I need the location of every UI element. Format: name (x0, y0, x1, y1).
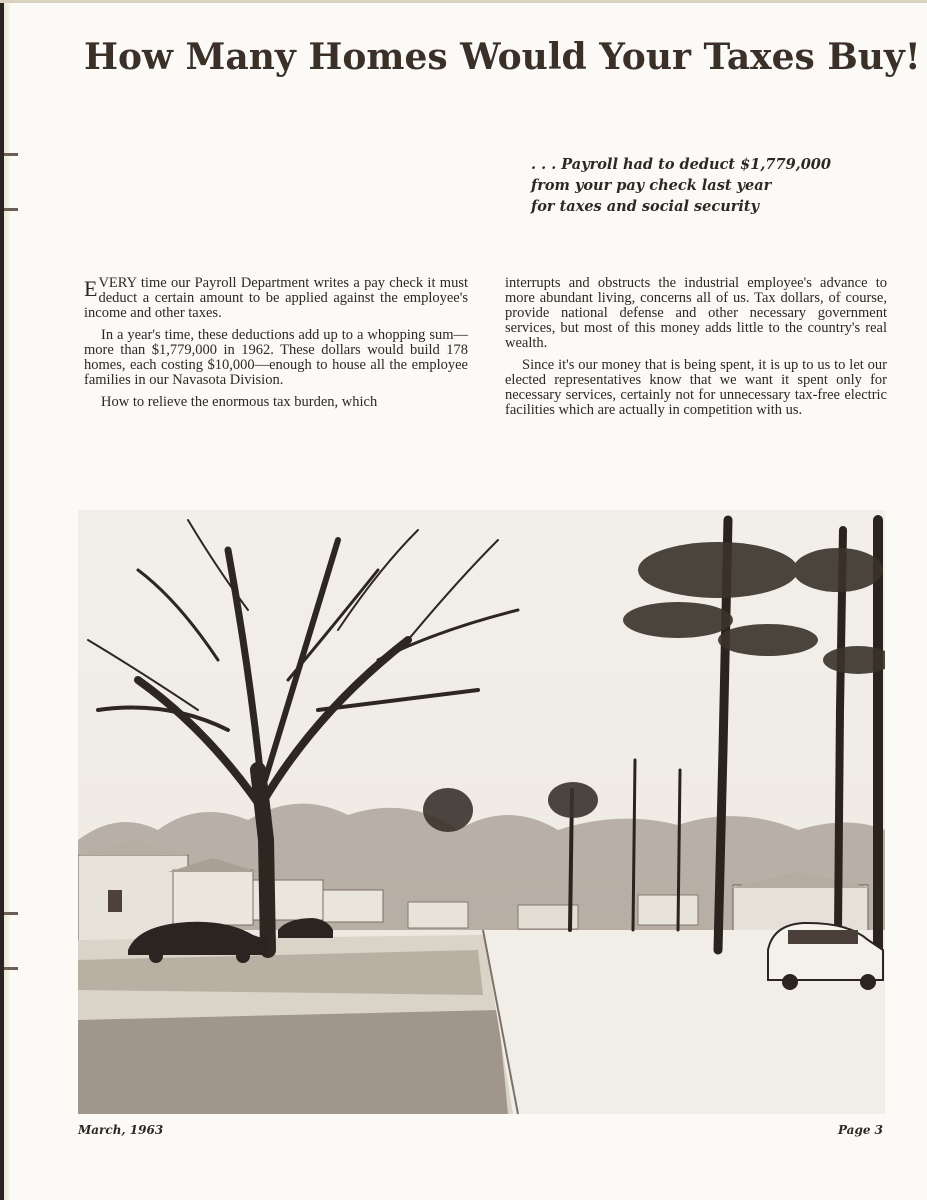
paragraph: Since it's our money that is being spent, it is up to us to let our elected representatives know that we want it spent only for necessary services, certainly not for unnecessary tax-free electric facilities which are actually in competition with us. (505, 357, 887, 418)
top-edge (0, 0, 927, 3)
drop-cap: E (84, 276, 98, 301)
subhead-line: for taxes and social security (531, 198, 760, 215)
staple-mark (4, 912, 18, 915)
staple-mark (4, 967, 18, 970)
paragraph-text: VERY time our Payroll Department writes a pay check it must deduct a certain amount to be applied against the employee's income and other taxes. (84, 275, 468, 321)
subhead-line: . . . Payroll had to deduct $1,779,000 (531, 156, 831, 173)
paragraph: In a year's time, these deductions add up to a whopping sum—more than $1,779,000 in 1962. These dollars would build 178 homes, each costing $10,000—enough to house all the employee families in our Navasota Division. (84, 327, 468, 388)
neighborhood-photo (78, 510, 885, 1114)
staple-mark (4, 153, 18, 156)
binding-edge (0, 0, 10, 1200)
neighborhood-photo-illustration (78, 510, 885, 1114)
paragraph: How to relieve the enormous tax burden, which (101, 394, 378, 410)
page-number: Page 3 (837, 1123, 883, 1137)
issue-date: March, 1963 (78, 1123, 164, 1137)
subhead (531, 154, 901, 217)
right-column (505, 276, 887, 425)
staple-mark (4, 208, 18, 211)
left-column (84, 276, 468, 417)
paragraph (84, 276, 468, 321)
page-title: How Many Homes Would Your Taxes Buy! (84, 36, 921, 78)
paragraph: interrupts and obstructs the industrial employee's advance to more abundant living, concerns all of us. Tax dollars, of course, provide national defense and other necessary government services, but most of this money adds little to the country's real wealth. (505, 275, 887, 351)
subhead-line: from your pay check last year (531, 177, 772, 194)
